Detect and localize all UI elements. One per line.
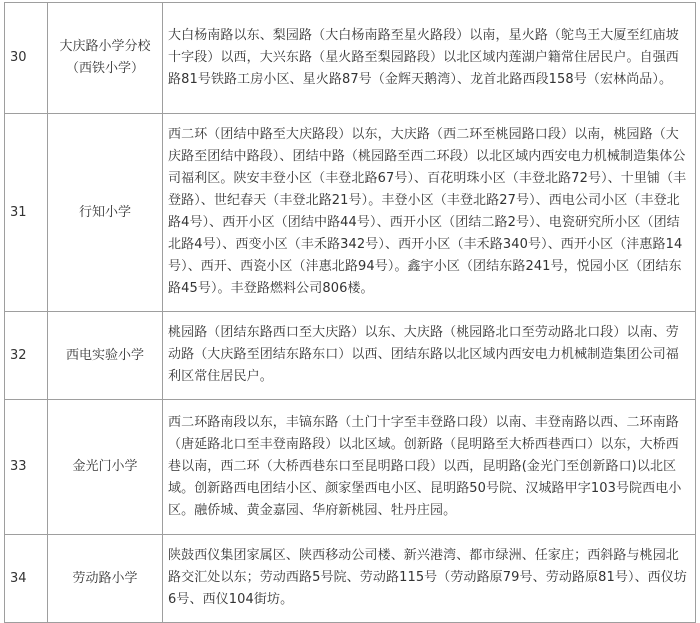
row-number: 34: [5, 535, 48, 623]
school-name: 西电实验小学: [48, 312, 163, 400]
table-row: [5, 535, 696, 623]
enrollment-area: 大白杨南路以东、梨园路（大白杨南路至星火路段）以南，星火路（鸵鸟王大厦至红庙坡十字段）以西，大兴东路（星火路至梨园路段）以北区域内莲湖户籍常住居民户。自强西路81号铁路工房小区、星火路87号（金辉天鹅湾）、龙首北路西段158号（宏林尚品）。: [163, 3, 696, 114]
school-name: 大庆路小学分校（西铁小学）: [48, 3, 163, 114]
row-number: 30: [5, 3, 48, 114]
school-name: 劳动路小学: [48, 535, 163, 623]
table-row: [5, 400, 696, 535]
school-name: 金光门小学: [48, 400, 163, 535]
school-name: 行知小学: [48, 114, 163, 312]
enrollment-area: 西二环（团结中路至大庆路段）以东，大庆路（西二环至桃园路口段）以南，桃园路（大庆路至团结中路段）、团结中路（桃园路至西二环段）以北区域内西安电力机械制造集体公司福利区。陕安丰登小区（丰登北路67号）、百花明珠小区（丰登北路72号）、十里铺（丰登路）、世纪春天（丰登北路21号）。丰登小区（丰登北路27号）、西电公司小区（丰登北路4号）、西开小区（团结中路44号）、西开小区（团结二路2号）、电瓷研究所小区（团结北路4号）、西变小区（丰禾路342号）、西开小区（丰禾路340号）、西开小区（沣惠路14号）、西开、西瓷小区（沣惠北路94号）。鑫宇小区（团结东路241号，悦园小区（团结东路45号）。丰登路燃料公司806楼。: [163, 114, 696, 312]
table-row: [5, 3, 696, 114]
row-number: 33: [5, 400, 48, 535]
table-row: [5, 114, 696, 312]
enrollment-area: 桃园路（团结东路西口至大庆路）以东、大庆路（桃园路北口至劳动路北口段）以南、劳动路（大庆路至团结东路东口）以西、团结东路以北区域内西安电力机械制造集团公司福利区常住居民户。: [163, 312, 696, 400]
enrollment-area: 西二环路南段以东，丰镐东路（土门十字至丰登路口段）以南、丰登南路以西、二环南路（唐延路北口至丰登南路段）以北区域。创新路（昆明路至大桥西巷西口）以东，大桥西巷以南，西二环（大桥西巷东口至昆明路口段）以西，昆明路(金光门至创新路口)以北区域。创新路西电团结小区、颜家堡西电小区、昆明路50号院、汉城路甲字103号院西电小区。融侨城、黄金嘉园、华府新桃园、牡丹庄园。: [163, 400, 696, 535]
row-number: 31: [5, 114, 48, 312]
school-district-table: [4, 2, 696, 623]
enrollment-area: 陕鼓西仪集团家属区、陕西移动公司楼、新兴港湾、都市绿洲、任家庄；西斜路与桃园北路交汇处以东；劳动西路5号院、劳动路115号（劳动路原79号、劳动路原81号）、西仪坊6号、西仪104街坊。: [163, 535, 696, 623]
row-number: 32: [5, 312, 48, 400]
table-row: [5, 312, 696, 400]
